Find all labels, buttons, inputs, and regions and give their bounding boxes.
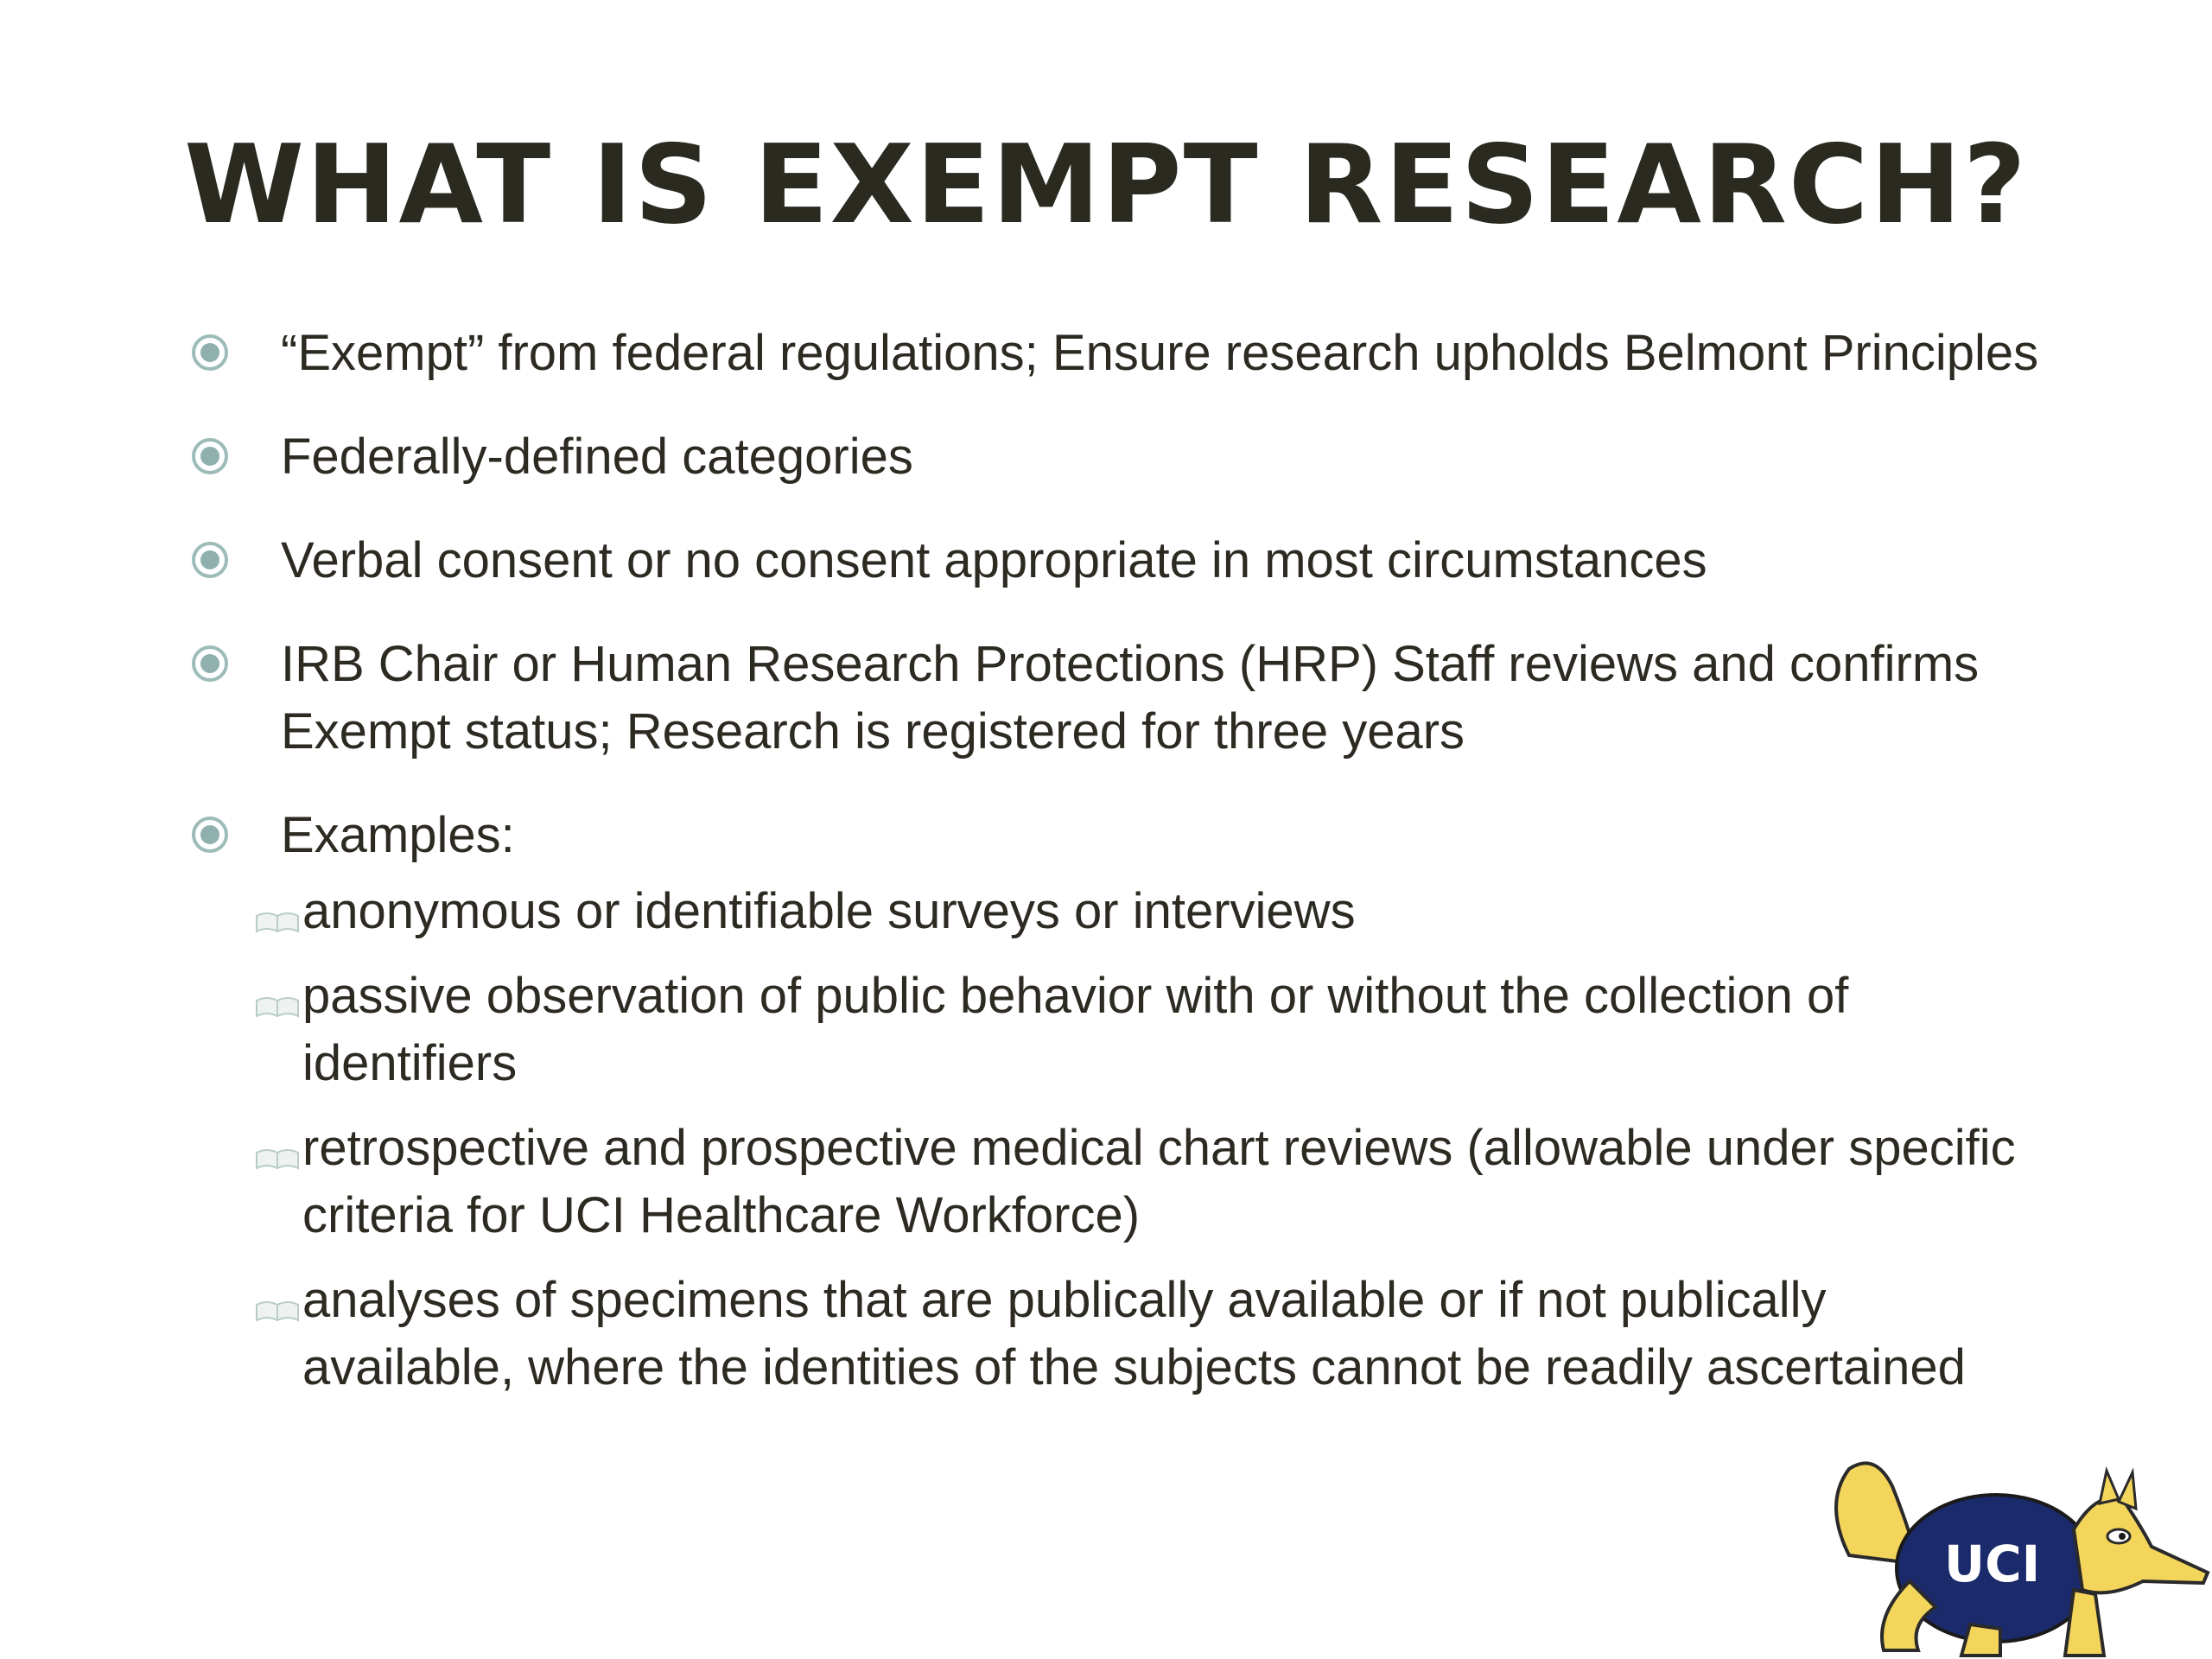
target-bullet-icon xyxy=(190,815,230,855)
bullet-list xyxy=(190,320,2048,1419)
bullet-text: IRB Chair or Human Research Protections (HRP) Staff reviews and confirms Exempt status; Research is registered for three years xyxy=(281,636,1980,760)
bullet-item xyxy=(190,527,2048,594)
example-item xyxy=(255,1267,2048,1402)
example-text: retrospective and prospective medical chart reviews (allowable under specific criteria for UCI Healthcare Workforce) xyxy=(302,1120,2016,1243)
target-bullet-icon xyxy=(190,436,230,476)
bullet-item xyxy=(190,631,2048,766)
bullet-text: Examples: xyxy=(281,807,515,863)
example-item xyxy=(255,1115,2048,1249)
bullet-item xyxy=(190,320,2048,387)
uci-anteater-logo xyxy=(1815,1452,2212,1659)
example-text: analyses of specimens that are publically available or if not publically available, where the identities of the subjects cannot be readily ascertained xyxy=(302,1272,1966,1395)
slide-title: WHAT IS EXEMPT RESEARCH? xyxy=(184,121,2028,248)
example-item xyxy=(255,963,2048,1097)
open-book-icon xyxy=(255,1146,300,1172)
examples-list xyxy=(281,878,2048,1402)
example-item xyxy=(255,878,2048,945)
example-text: passive observation of public behavior with or without the collection of identifiers xyxy=(302,968,1849,1091)
bullet-item xyxy=(190,802,2048,1402)
target-bullet-icon xyxy=(190,644,230,683)
bullet-item xyxy=(190,423,2048,491)
open-book-icon xyxy=(255,1298,300,1324)
bullet-text: “Exempt” from federal regulations; Ensure research upholds Belmont Principles xyxy=(281,325,2039,381)
open-book-icon xyxy=(255,909,300,935)
open-book-icon xyxy=(255,994,300,1020)
example-text: anonymous or identifiable surveys or interviews xyxy=(302,883,1356,939)
bullet-text: Verbal consent or no consent appropriate in most circumstances xyxy=(281,532,1707,588)
target-bullet-icon xyxy=(190,540,230,580)
logo-text: UCI xyxy=(1944,1535,2041,1593)
bullet-text: Federally-defined categories xyxy=(281,429,913,485)
target-bullet-icon xyxy=(190,333,230,372)
